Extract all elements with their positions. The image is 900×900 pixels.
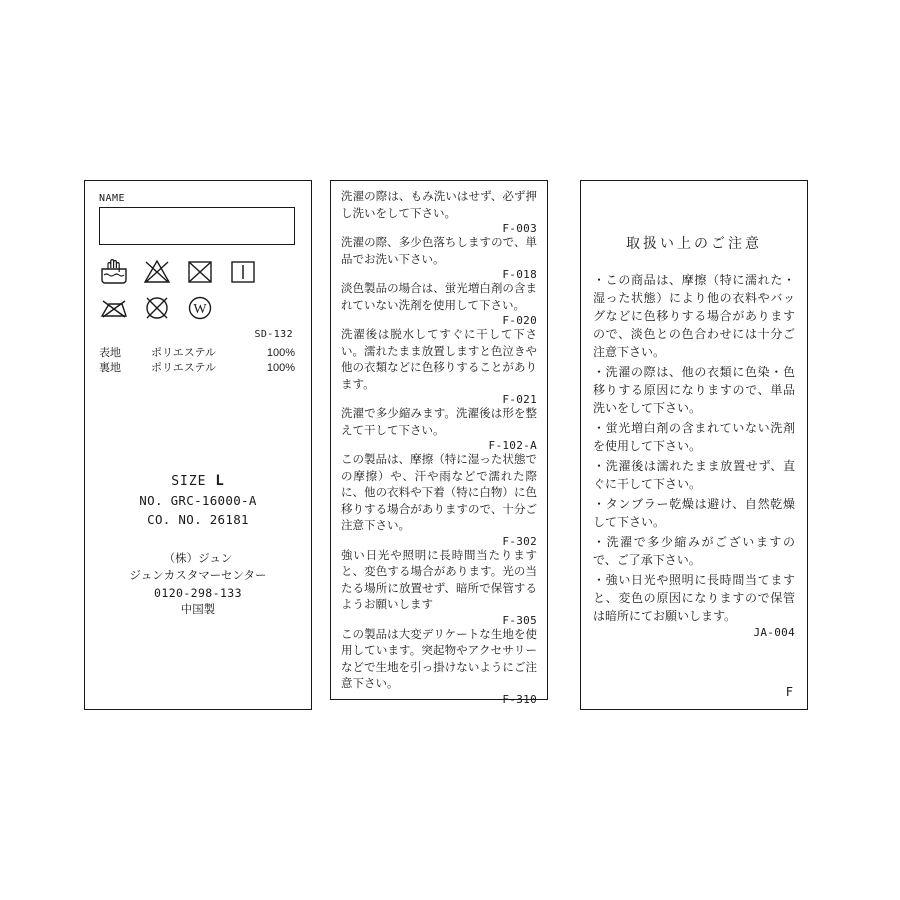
fabric-part: 表地 [99,347,121,359]
fabric-percent: 100% [266,362,295,374]
hand-wash-icon [99,257,129,287]
company-block [85,551,311,619]
list-item: ・洗濯の際は、他の衣類に色染・色移りする原因になりますので、単品洗いをして下さい。 [593,365,795,415]
size-and-code-block [85,472,311,529]
wash-note-code: F-302 [502,534,537,548]
size-value: L [215,473,225,489]
wash-note-code: F-305 [502,613,537,627]
sd-code: SD-132 [254,329,293,340]
wash-note-text: この製品は、摩擦（特に湿った状態での摩擦）や、汗や雨などで濡れた際に、他の衣料や下着（特に白物）に色移りする場合がありますので、十分ご注意下さい。 [341,454,537,532]
care-symbol-row-1 [99,257,311,287]
wash-note-text: 洗濯で多少縮みます。洗濯後は形を整えて干して下さい。 [341,408,537,437]
handling-cautions-panel [580,180,808,710]
handling-code: JA-004 [753,626,795,639]
no-iron-icon [99,293,129,323]
size-line [85,472,311,491]
svg-text:W: W [193,302,207,317]
wash-note-code: F-102-A [488,439,537,452]
product-number: NO. GRC-16000-A [139,493,257,508]
wash-note-text: この製品は大変デリケートな生地を使用しています。突起物やアクセサリーなどで生地を引っ掛けないようにご注意下さい。 [341,628,537,690]
customer-center-phone: 0120-298-133 [154,586,242,600]
wash-note-text: 洗濯後は脱水してすぐに干して下さい。濡れたまま放置しますと色泣きや他の衣類などに色移りすることがあります。 [341,329,537,391]
list-item: ・タンブラー乾燥は避け、自然乾燥して下さい。 [593,497,795,529]
company-name: （株）ジュン [163,553,233,565]
page-title: 取扱い上のご注意 [626,235,762,251]
care-symbol-group [99,257,311,323]
wash-note-code: F-310 [502,692,537,706]
size-label: SIZE [171,474,207,489]
fabric-composition-table [99,346,311,376]
wash-note-text: 洗濯の際は、もみ洗いはせず、必ず押し洗いをして下さい。 [341,191,537,220]
wash-note-code: F-020 [502,314,537,327]
name-block [99,193,311,245]
no-dry-clean-icon [142,293,172,323]
fabric-material: ポリエステル [151,347,217,359]
name-write-box[interactable] [99,207,295,245]
washing-notes-panel [330,180,548,706]
wash-note-code: F-003 [502,222,537,235]
list-item: ・蛍光増白剤の含まれていない洗剤を使用して下さい。 [593,421,795,453]
wet-clean-w-icon [185,293,215,323]
customer-center-name: ジュンカスタマーセンター [129,570,267,582]
no-bleach-icon [142,257,172,287]
list-item: ・洗濯後は濡れたまま放置せず、直ぐに干して下さい。 [593,459,795,491]
country-of-origin: 中国製 [180,604,216,616]
fabric-part: 裏地 [99,362,121,374]
wash-note-text: 強い日光や照明に長時間当たりますと、変色する場合があります。光の当たる場所に放置せず、暗所で保管するようお願いします [341,549,537,611]
list-item: ・強い日光や照明に長時間当てますと、変色の原因になりますので保管は暗所にてお願いします。 [593,573,795,623]
wash-note-text: 淡色製品の場合は、蛍光増白剤の含まれていない洗剤を使用して下さい。 [341,283,537,312]
handling-mark: F [785,685,793,699]
company-number: CO. NO. 26181 [147,512,249,527]
wash-note-text: 洗濯の際、多少色落ちしますので、単品でお洗い下さい。 [341,237,537,266]
wash-note-code: F-021 [502,393,537,406]
care-symbol-row-2 [99,293,311,323]
list-item: ・この商品は、摩擦（特に濡れた・湿った状態）により他の衣料やバッグなどに色移りする場合がありますので、淡色との色合わせには十分ご注意下さい。 [593,273,795,359]
fabric-percent: 100% [266,347,295,359]
name-caption: NAME [99,193,126,204]
product-care-label-panel [84,180,312,710]
fabric-material: ポリエステル [151,362,217,374]
no-tumble-dry-icon [185,257,215,287]
table-row [99,346,311,361]
drip-dry-hang-icon [228,257,258,287]
wash-note-code: F-018 [502,268,537,281]
table-row [99,361,311,376]
list-item: ・洗濯で多少縮みがございますので、ご了承下さい。 [593,535,795,567]
